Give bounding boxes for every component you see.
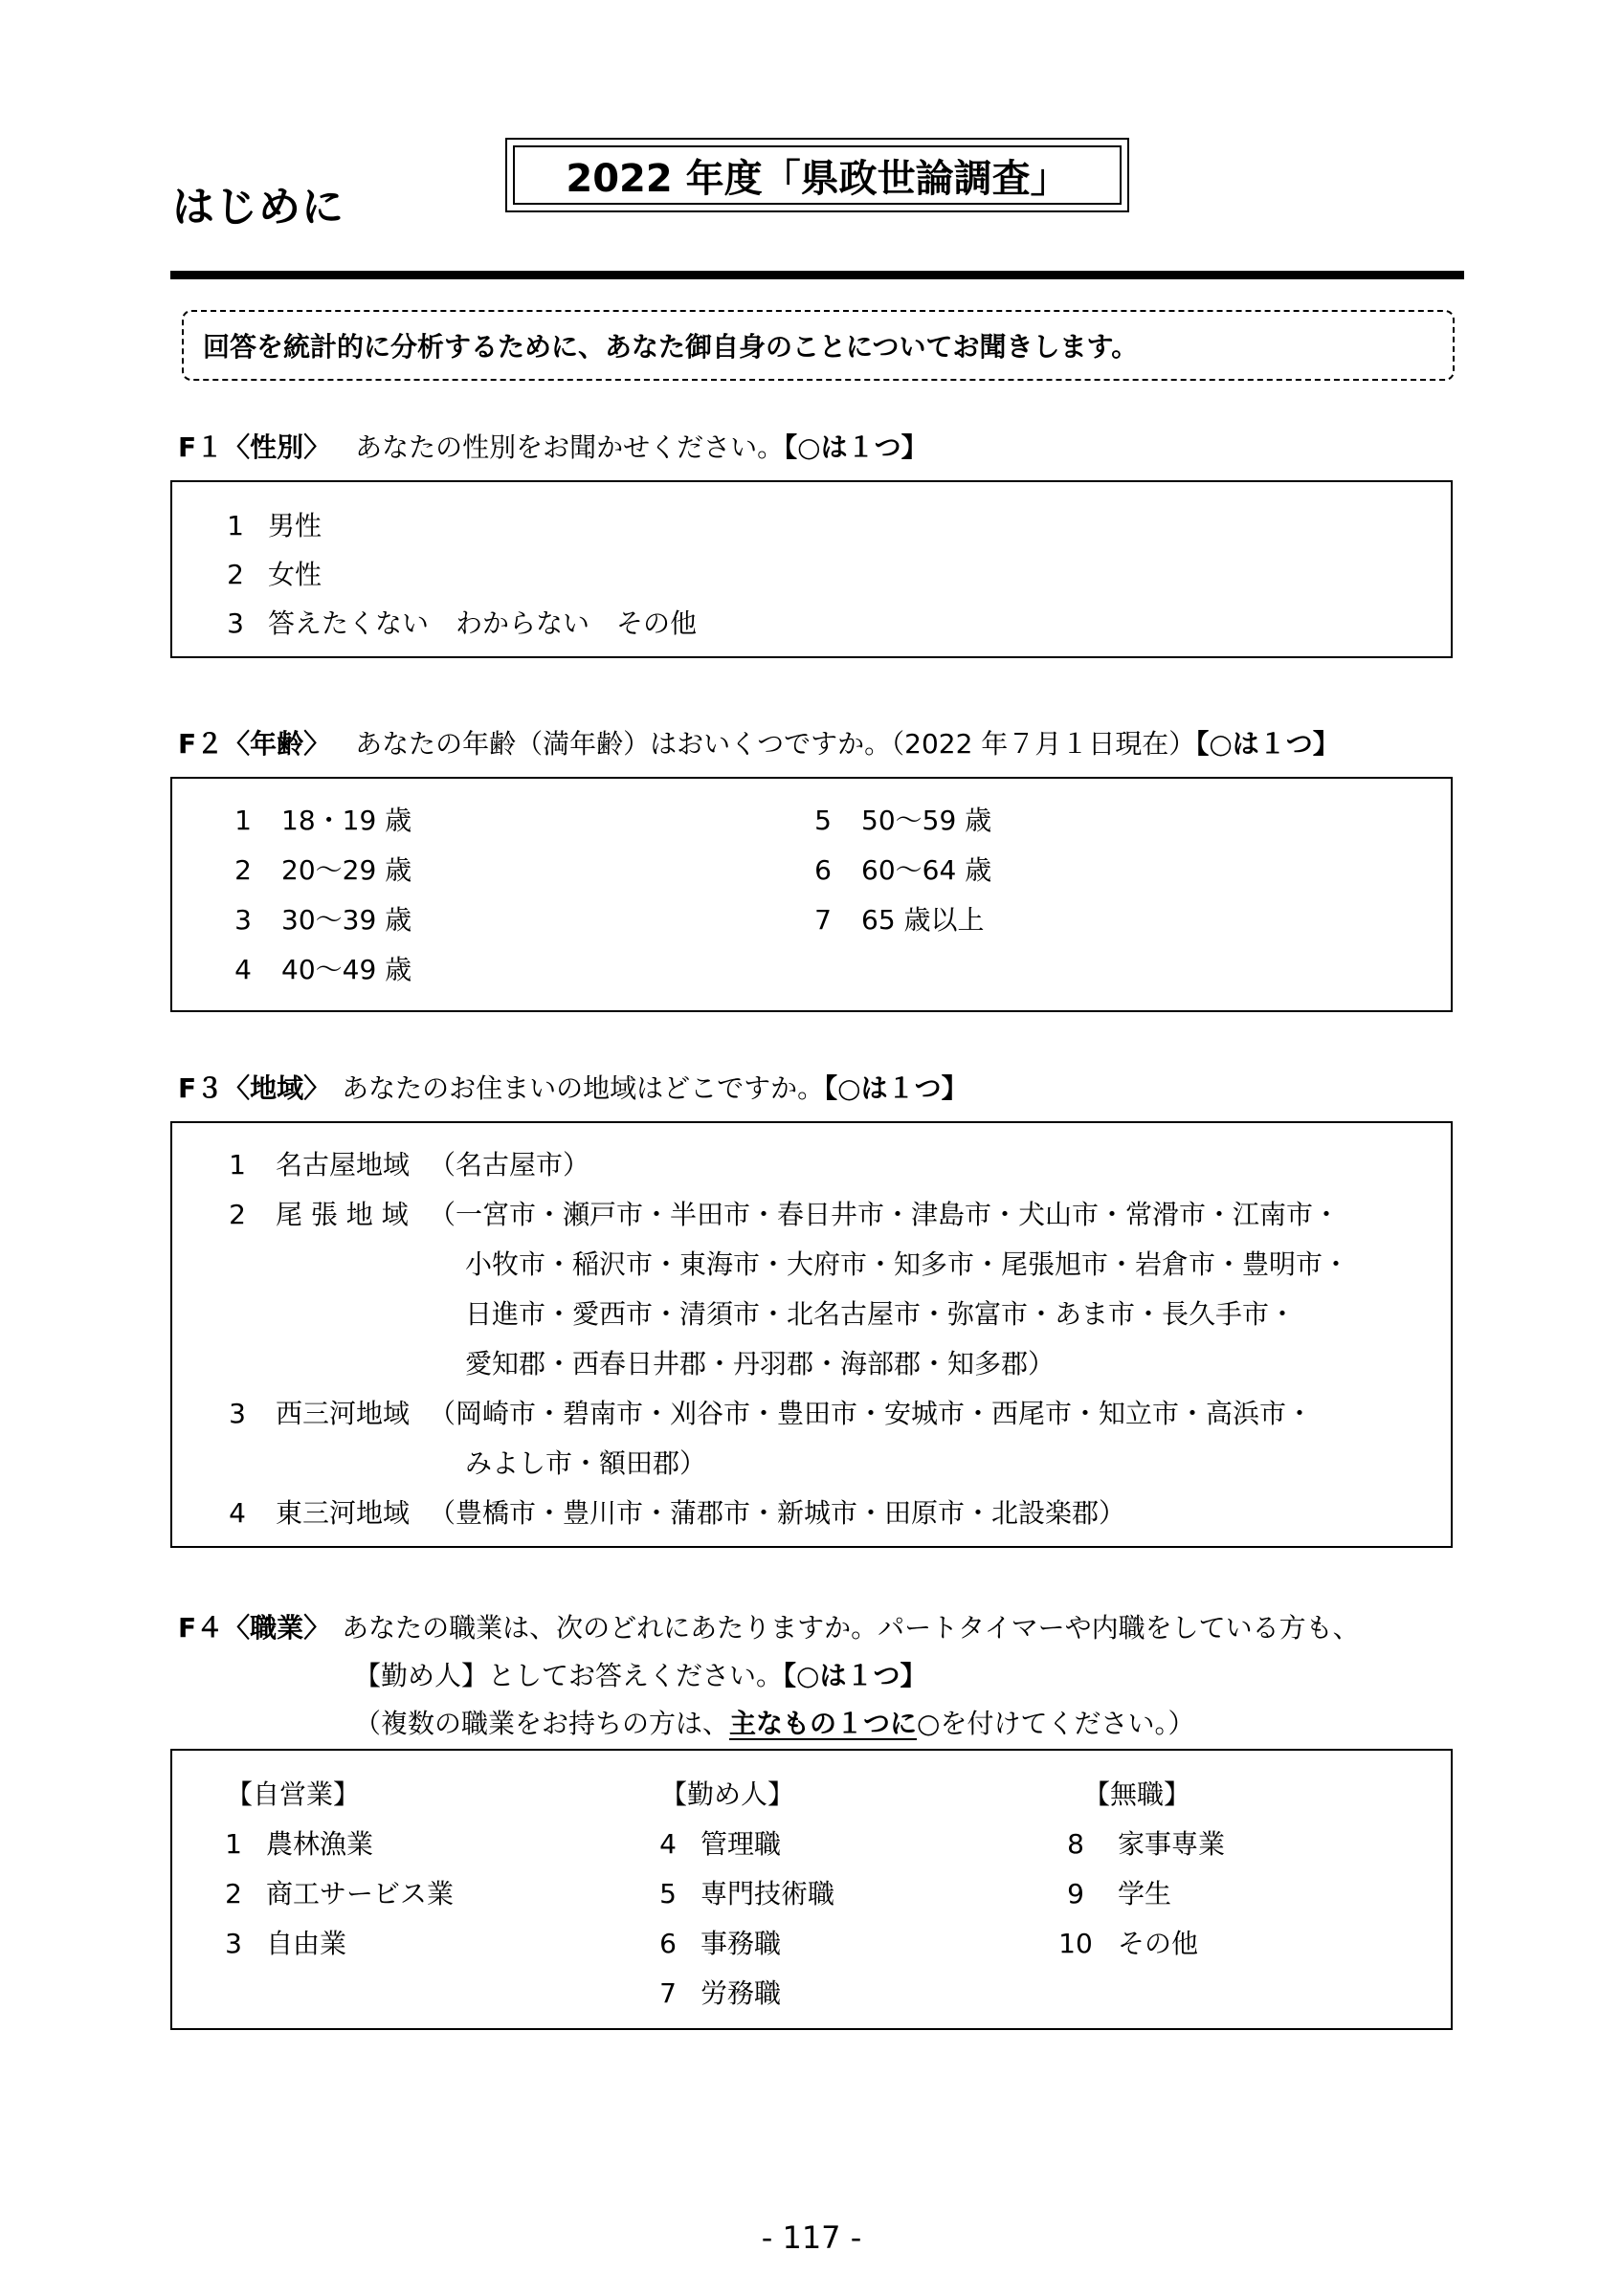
f2-options-box — [170, 777, 1453, 1012]
f1-option[interactable]: 2 女性 — [227, 559, 322, 590]
f4-option[interactable]: 3 自由業 — [225, 1928, 347, 1959]
section-heading: はじめに — [172, 183, 345, 232]
f4-question — [178, 1607, 1360, 1645]
f2-option[interactable]: 1 18・19 歳 — [234, 805, 412, 836]
f4-question-line1: あなたの職業は、次のどれにあたりますか。パートタイマーや内職をしている方も、 — [342, 1612, 1360, 1644]
f3-tag: 【○は１つ】 — [824, 1072, 968, 1104]
f4-group-header: 【自営業】 — [226, 1778, 361, 1810]
f1-question-text: あなたの性別をお聞かせください。 — [355, 431, 785, 463]
f1-option[interactable]: 3 答えたくない わからない その他 — [227, 607, 698, 639]
f4-option[interactable]: 5 専門技術職 — [659, 1878, 835, 1910]
f2-option[interactable]: 3 30～39 歳 — [234, 904, 412, 936]
intro-box — [182, 310, 1455, 381]
f4-note: （複数の職業をお持ちの方は、主なもの１つに○を付けてください。） — [354, 1708, 1195, 1739]
f4-tag: 【○は１つ】 — [783, 1660, 927, 1691]
f4-option[interactable]: 1 農林漁業 — [225, 1828, 374, 1860]
f4-label: F４〈職業〉 — [178, 1612, 331, 1644]
f4-option[interactable]: 6 事務職 — [659, 1928, 782, 1959]
f4-option[interactable]: 4 管理職 — [659, 1828, 782, 1860]
f1-tag: 【○は１つ】 — [784, 431, 928, 463]
f2-question-text: あなたの年齢（満年齢）はおいくつですか。（2022 年７月１日現在） — [355, 728, 1196, 760]
survey-title: 2022 年度「県政世論調査」 — [513, 145, 1122, 205]
f3-question-text: あなたのお住まいの地域はどこですか。 — [342, 1072, 825, 1104]
f2-question — [178, 723, 1340, 762]
f2-option[interactable]: 4 40～49 歳 — [234, 954, 412, 985]
f1-question — [178, 427, 928, 465]
f3-question — [178, 1068, 968, 1106]
page-number: - 117 - — [761, 2219, 862, 2256]
f4-option[interactable]: 9 学生 — [1067, 1878, 1172, 1910]
f1-label: F１〈性別〉 — [178, 431, 331, 463]
f4-option[interactable]: 8 家事専業 — [1067, 1828, 1226, 1860]
f2-label: F２〈年齢〉 — [178, 728, 331, 760]
f4-group-header: 【勤め人】 — [660, 1778, 795, 1810]
f3-options-box: 1 名古屋地域 （名古屋市） 2 尾 張 地 域 （一宮市・瀬戸市・半田市・春日井市・津島市・犬山市・常滑市・江南市・ 小牧市・稲沢市・東海市・大府市・知多市・尾張旭市・岩倉市・豊明市・ 日進市・愛西市・清須市・北名古屋市・弥富市・あま市・長久手市・ 愛知郡・西春日井郡・丹羽郡・海部郡・知多郡） 3 西三河地域 （岡崎市・碧南市・刈谷市・豊田市・安城市・西尾市・知立市・高浜市・ みよし市・額田郡） 4 東三河地域 （豊橋市・豊川市・蒲郡市・新城市・田原市・北設楽郡） — [170, 1121, 1453, 1548]
intro-text: 回答を統計的に分析するために、あなた御自身のことについてお聞きします。 — [203, 331, 1139, 363]
f2-option[interactable]: 7 65 歳以上 — [814, 904, 985, 936]
survey-title-box — [505, 138, 1129, 212]
f4-question-line2: 【勤め人】としてお答えください。【○は１つ】 — [354, 1660, 927, 1691]
f2-tag: 【○は１つ】 — [1195, 728, 1340, 760]
f4-option[interactable]: 7 労務職 — [659, 1977, 782, 2009]
f2-option[interactable]: 5 50～59 歳 — [814, 805, 992, 836]
f4-note-emphasis: 主なもの１つに — [729, 1708, 918, 1739]
f1-options-box — [170, 480, 1453, 658]
f2-option[interactable]: 6 60～64 歳 — [814, 854, 992, 886]
f2-option[interactable]: 2 20～29 歳 — [234, 854, 412, 886]
f4-option[interactable]: 2 商工サービス業 — [225, 1878, 455, 1910]
f4-group-header: 【無職】 — [1083, 1778, 1191, 1810]
header-rule — [170, 271, 1464, 279]
f1-option[interactable]: 1 男性 — [227, 510, 322, 541]
f4-options-box — [170, 1749, 1453, 2030]
f3-label: F３〈地域〉 — [178, 1072, 331, 1104]
f4-option[interactable]: 10 その他 — [1058, 1928, 1199, 1959]
